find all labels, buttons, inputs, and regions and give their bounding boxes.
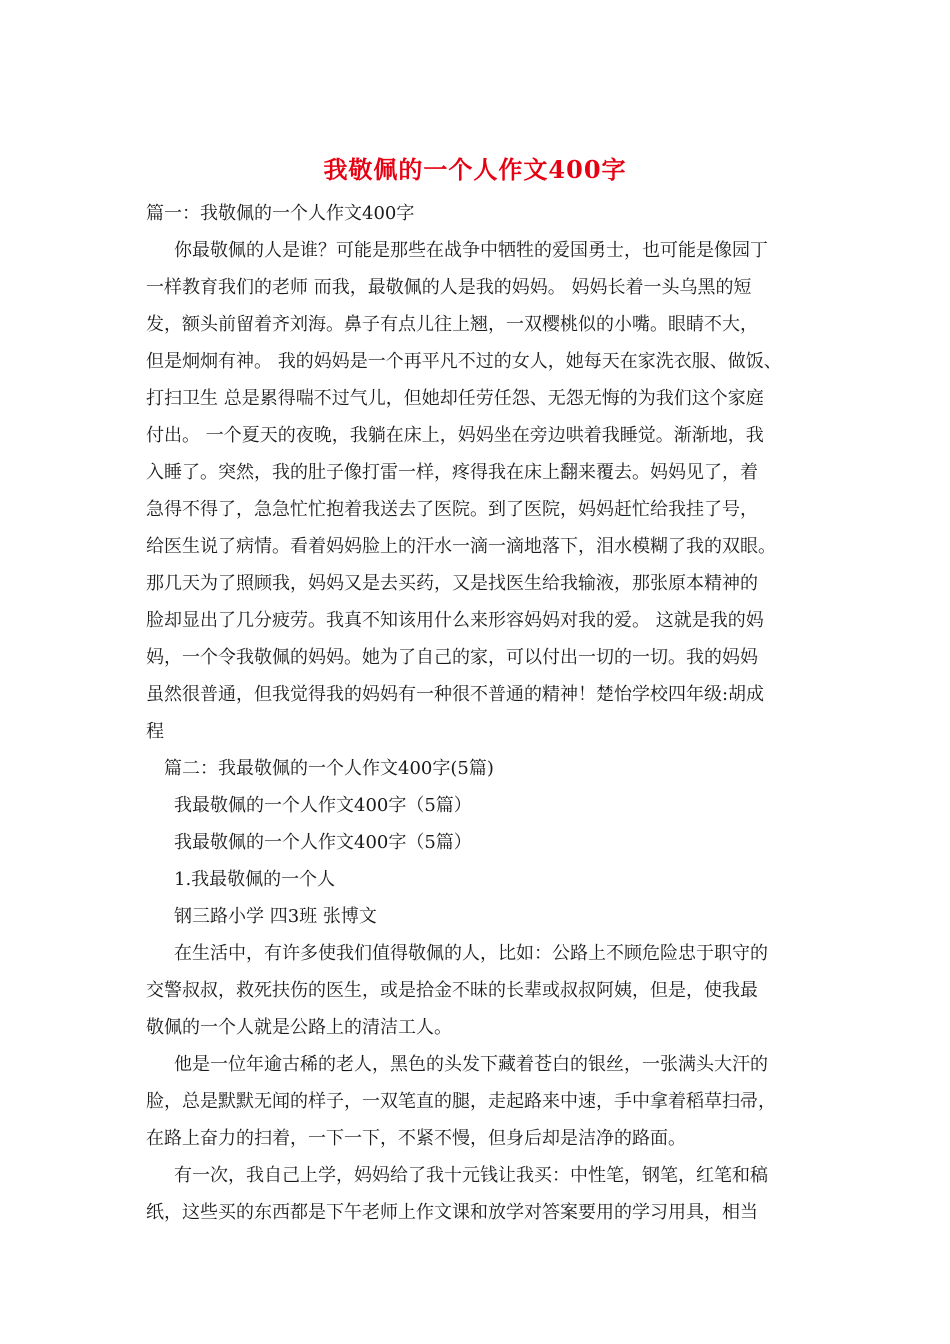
paragraph-line: 交警叔叔，救死扶伤的医生，或是拾金不昧的长辈或叔叔阿姨，但是，使我最 bbox=[146, 980, 758, 1001]
paragraph-line: 脸，总是默默无闻的样子，一双笔直的腿，走起路来中速，手中拿着稻草扫帚， bbox=[146, 1091, 776, 1112]
paragraph-line: 有一次，我自己上学，妈妈给了我十元钱让我买：中性笔，钢笔，红笔和稿 bbox=[174, 1165, 768, 1186]
subtitle-line: 我最敬佩的一个人作文400字（5篇） bbox=[174, 832, 472, 853]
section-heading-2: 篇二：我最敬佩的一个人作文400字(5篇) bbox=[164, 758, 494, 779]
paragraph-line: 你最敬佩的人是谁？可能是那些在战争中牺牲的爱国勇士，也可能是像园丁 bbox=[174, 240, 768, 261]
paragraph-line: 打扫卫生 总是累得喘不过气儿，但她却任劳任怨、无怨无悔的为我们这个家庭 bbox=[146, 388, 764, 409]
paragraph-line: 但是炯炯有神。 我的妈妈是一个再平凡不过的女人，她每天在家洗衣服、做饭、 bbox=[146, 351, 782, 372]
section-heading-1: 篇一：我敬佩的一个人作文400字 bbox=[146, 203, 415, 224]
paragraph-line: 程 bbox=[146, 721, 164, 742]
paragraph-line: 给医生说了病情。看着妈妈脸上的汗水一滴一滴地落下，泪水模糊了我的双眼。 bbox=[146, 536, 776, 557]
paragraph-line: 那几天为了照顾我，妈妈又是去买药，又是找医生给我输液，那张原本精神的 bbox=[146, 573, 758, 594]
paragraph-line: 他是一位年逾古稀的老人，黑色的头发下藏着苍白的银丝，一张满头大汗的 bbox=[174, 1054, 768, 1075]
paragraph-line: 在生活中，有许多使我们值得敬佩的人，比如：公路上不顾危险忠于职守的 bbox=[174, 943, 768, 964]
document-title: 我敬佩的一个人作文400字 bbox=[323, 155, 627, 184]
subtitle-line: 我最敬佩的一个人作文400字（5篇） bbox=[174, 795, 472, 816]
paragraph-line: 脸却显出了几分疲劳。我真不知该用什么来形容妈妈对我的爱。 这就是我的妈 bbox=[146, 610, 764, 631]
paragraph-line: 纸，这些买的东西都是下午老师上作文课和放学对答案要用的学习用具，相当 bbox=[146, 1202, 758, 1223]
paragraph-line: 急得不得了，急急忙忙抱着我送去了医院。到了医院，妈妈赶忙给我挂了号， bbox=[146, 499, 758, 520]
paragraph-line: 付出。 一个夏天的夜晚，我躺在床上，妈妈坐在旁边哄着我睡觉。渐渐地，我 bbox=[146, 425, 764, 446]
paragraph-line: 入睡了。突然，我的肚子像打雷一样，疼得我在床上翻来覆去。妈妈见了，着 bbox=[146, 462, 758, 483]
paragraph-line: 虽然很普通，但我觉得我的妈妈有一种很不普通的精神！楚怡学校四年级:胡成 bbox=[146, 684, 765, 705]
paragraph-line: 妈，一个令我敬佩的妈妈。她为了自己的家，可以付出一切的一切。我的妈妈 bbox=[146, 647, 758, 668]
paragraph-line: 在路上奋力的扫着，一下一下，不紧不慢，但身后却是洁净的路面。 bbox=[146, 1128, 686, 1149]
author-line: 钢三路小学 四3班 张博文 bbox=[174, 906, 377, 927]
essay-heading: 1.我最敬佩的一个人 bbox=[174, 869, 336, 890]
paragraph-line: 发，额头前留着齐刘海。鼻子有点儿往上翘，一双樱桃似的小嘴。眼睛不大， bbox=[146, 314, 758, 335]
paragraph-line: 一样教育我们的老师 而我，最敬佩的人是我的妈妈。 妈妈长着一头乌黑的短 bbox=[146, 277, 752, 298]
paragraph-line: 敬佩的一个人就是公路上的清洁工人。 bbox=[146, 1017, 452, 1038]
